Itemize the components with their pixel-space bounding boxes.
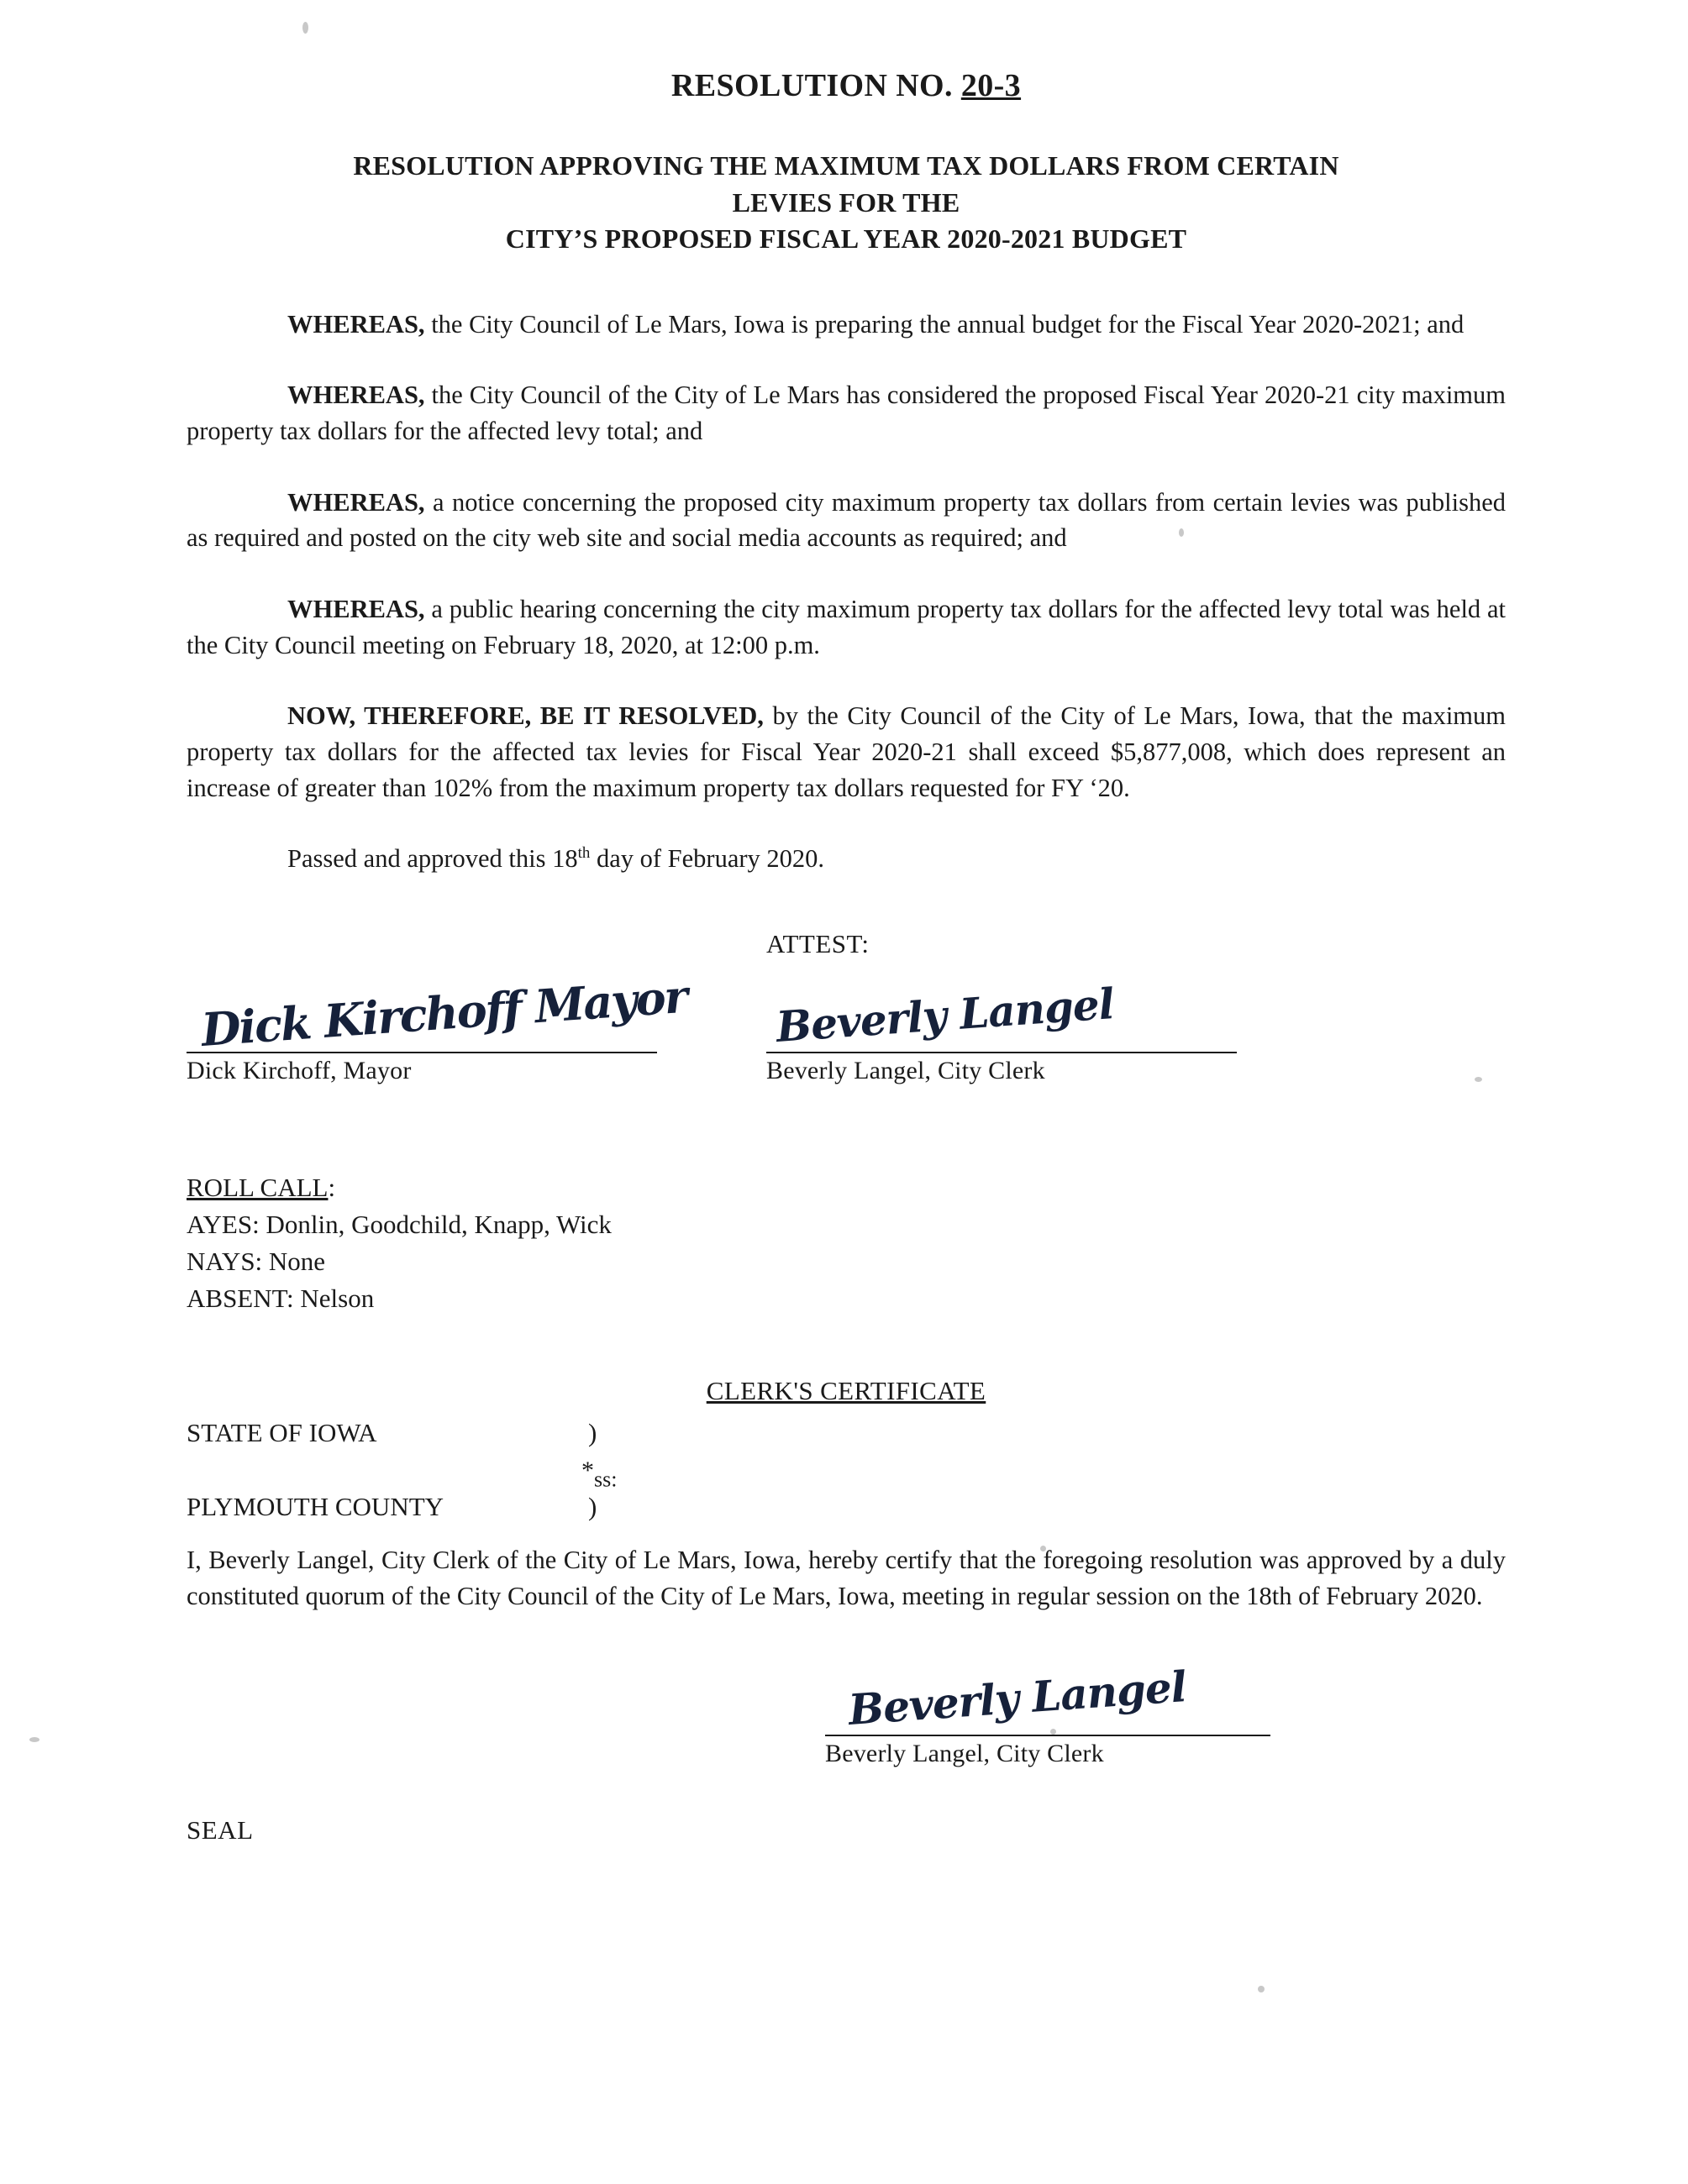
signature-area — [187, 969, 1506, 1139]
paragraph-lead: WHEREAS, — [287, 381, 425, 410]
clerk-signature-block — [766, 979, 1237, 1085]
venue-paren-top: ) — [588, 1418, 597, 1448]
roll-call-absent: ABSENT: Nelson — [187, 1284, 375, 1314]
paragraph-text: by the City Council of the City of Le Mars, Iowa, that the maximum property tax dollars for the affected tax levies for Fiscal Year 2020-21 shall exceed $5,877,008, which does represent an increase of greater than 102% from the maximum property tax dollars requested for FY ‘20. — [187, 701, 1506, 802]
paragraph-lead: WHEREAS, — [287, 309, 425, 339]
mayor-signature-name: Dick Kirchoff, Mayor — [187, 1057, 412, 1085]
paragraph-text: a notice concerning the proposed city maximum property tax dollars from certain levies was published as required and posted on the city web site and social media accounts as required; and — [187, 487, 1506, 553]
scan-speck — [302, 22, 308, 34]
certificate-body: I, Beverly Langel, City Clerk of the City of Le Mars, Iowa, hereby certify that the foregoing resolution was approved by a duly constituted quorum of the City Council of the City of Le Mars, Iowa, meeting in regular session on the 18th of February 2020. — [187, 1546, 1506, 1611]
subtitle-line-2: LEVIES FOR THE — [732, 186, 960, 218]
title-prefix: RESOLUTION NO. — [670, 68, 961, 103]
whereas-paragraph-3 — [187, 485, 1506, 556]
passed-ordinal-suffix: th — [577, 844, 591, 863]
final-signature-script: Beverly Langel — [846, 1661, 1188, 1735]
passed-prefix: Passed and approved this 18 — [287, 844, 578, 874]
final-signature-block — [825, 1661, 1270, 1768]
roll-call-nays: NAYS: None — [187, 1247, 326, 1277]
attest-row — [187, 929, 1506, 979]
final-signature-line — [825, 1661, 1270, 1736]
paragraph-text: the City Council of Le Mars, Iowa is preparing the annual budget for the Fiscal Year 2020-2021; and — [424, 309, 1465, 339]
roll-call-heading — [187, 1169, 1506, 1206]
document-body — [187, 67, 1506, 1845]
roll-call-heading-colon: : — [328, 1173, 336, 1203]
attest-label: ATTEST: — [766, 929, 870, 959]
clerk-signature-script: Beverly Langel — [774, 979, 1116, 1053]
venue-ss-star: * — [581, 1457, 594, 1485]
whereas-paragraph-1 — [187, 307, 1506, 343]
venue-ss-text: ss: — [594, 1467, 618, 1492]
whereas-paragraph-2 — [187, 377, 1506, 449]
title-number: 20-3 — [960, 68, 1022, 103]
subtitle-line-3: CITY’S PROPOSED FISCAL YEAR 2020-2021 BUDGET — [505, 223, 1187, 255]
passed-approved-line — [187, 841, 1506, 877]
paragraph-text: the City Council of the City of Le Mars has considered the proposed Fiscal Year 2020-21 city maximum property tax dollars for the affected levy total; and — [187, 381, 1506, 445]
resolved-paragraph — [187, 698, 1506, 806]
scan-speck — [1258, 1986, 1265, 1992]
clerk-signature-name: Beverly Langel, City Clerk — [766, 1057, 1045, 1085]
passed-suffix: day of February 2020. — [590, 844, 825, 874]
scan-speck — [29, 1737, 39, 1742]
mayor-signature-line — [187, 969, 688, 1058]
subtitle-line-1: RESOLUTION APPROVING THE MAXIMUM TAX DOLLARS FROM CERTAIN — [353, 150, 1339, 181]
paragraph-lead: NOW, THEREFORE, BE IT RESOLVED, — [287, 701, 764, 731]
seal-label: SEAL — [187, 1814, 254, 1845]
mayor-signature-block — [187, 969, 688, 1085]
venue-block — [187, 1418, 1506, 1536]
final-signature-name: Beverly Langel, City Clerk — [825, 1739, 1104, 1767]
venue-paren-bottom: ) — [588, 1492, 597, 1522]
whereas-paragraph-4 — [187, 591, 1506, 663]
paragraph-text: a public hearing concerning the city maximum property tax dollars for the affected levy total was held at the City Council meeting on February 18, 2020, at 12:00 p.m. — [187, 594, 1506, 659]
roll-call-heading-text: ROLL CALL — [187, 1173, 329, 1203]
roll-call-ayes: AYES: Donlin, Goodchild, Knapp, Wick — [187, 1210, 612, 1240]
venue-ss — [581, 1457, 617, 1493]
page-title — [187, 67, 1506, 104]
venue-county: PLYMOUTH COUNTY — [187, 1492, 444, 1522]
document-subtitle — [187, 148, 1506, 258]
clerk-signature-line — [766, 979, 1237, 1053]
paragraph-lead: WHEREAS, — [287, 487, 425, 517]
final-signature-area — [187, 1661, 1506, 1805]
paragraph-lead: WHEREAS, — [287, 594, 425, 623]
mayor-signature-script: Dick Kirchoff Mayor — [199, 969, 688, 1058]
venue-state: STATE OF IOWA — [187, 1418, 377, 1448]
roll-call-block — [187, 1169, 1506, 1317]
clerks-certificate-title: CLERK'S CERTIFICATE — [706, 1376, 986, 1406]
